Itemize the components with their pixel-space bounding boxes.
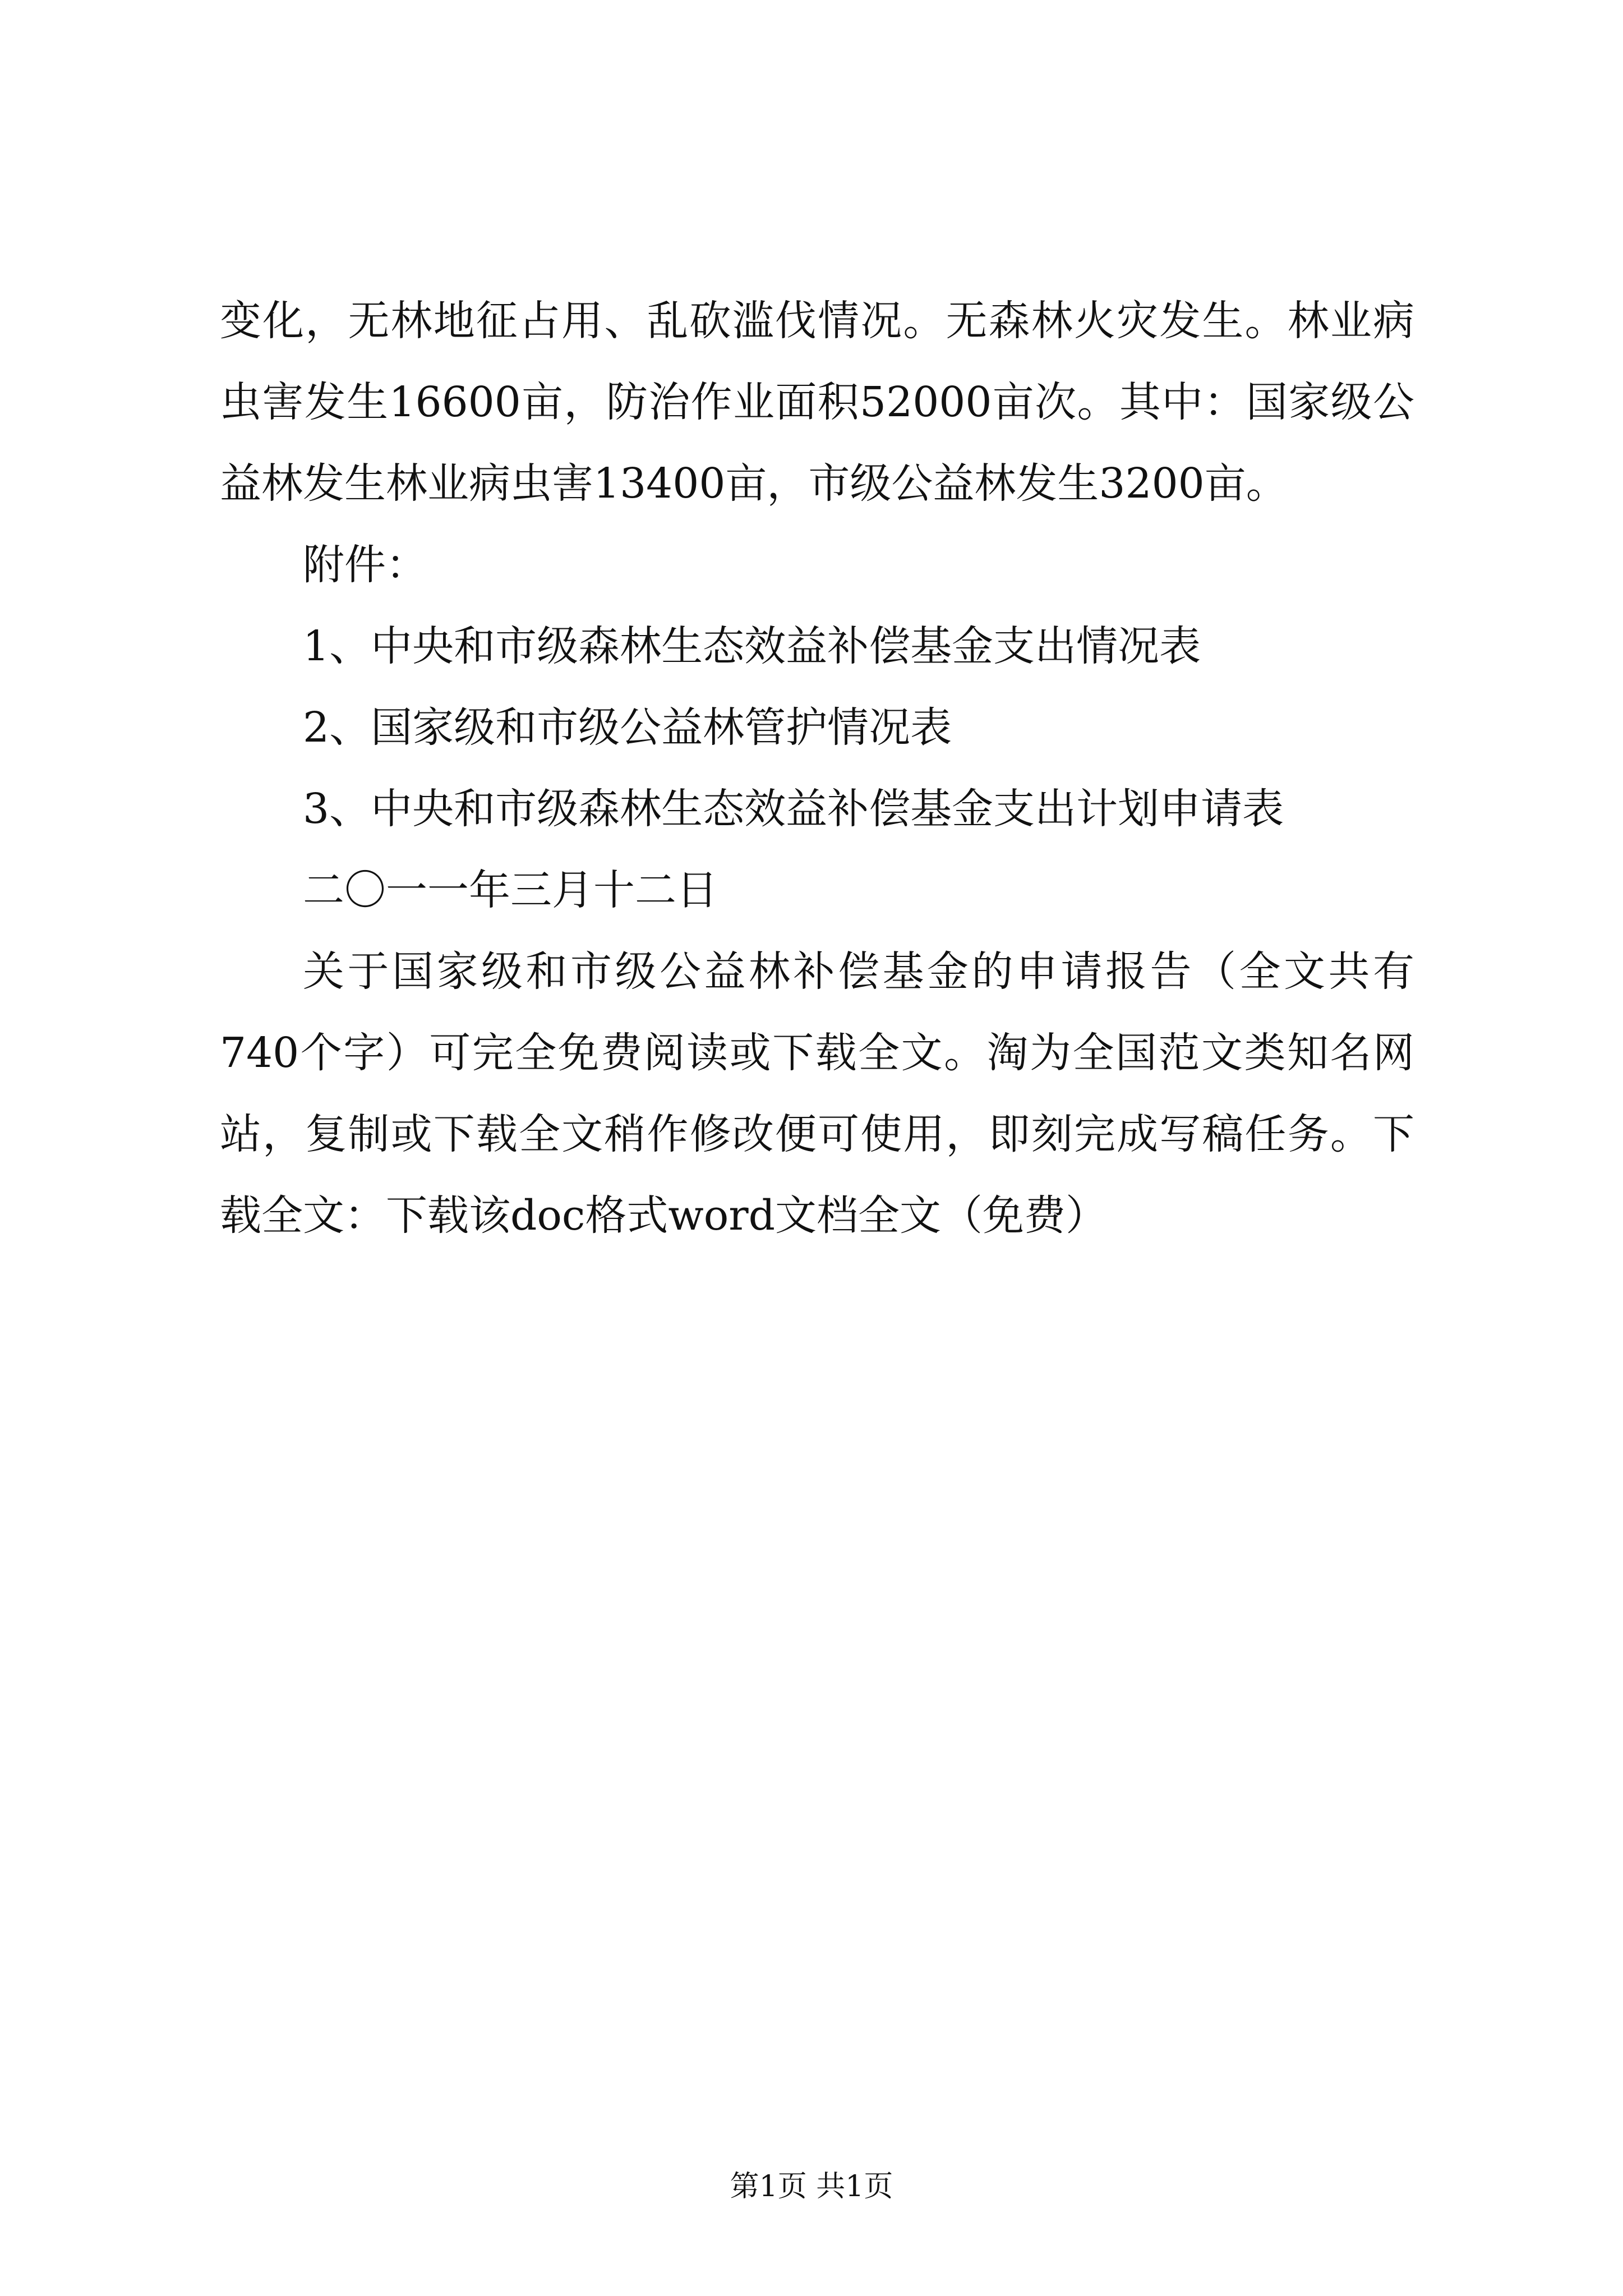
paragraph-continuation: 变化，无林地征占用、乱砍滥伐情况。无森林火灾发生。林业病虫害发生16600亩，防治作业面积52000亩次。其中：国家级公益林发生林业病虫害13400亩，市级公益林发生3200亩。 [220,297,1414,508]
attachment-item-1: 1、中央和市级森林生态效益补偿基金支出情况表 [303,622,1201,670]
attachment-item-3: 3、中央和市级森林生态效益补偿基金支出计划申请表 [303,785,1284,833]
attachments-heading: 附件： [303,541,427,589]
download-notice: 关于国家级和市级公益林补偿基金的申请报告（全文共有740个字）可完全免费阅读或下载全文。淘为全国范文类知名网站，复制或下载全文稍作修改便可使用，即刻完成写稿任务。下载全文：下载该doc格式word文档全文（免费） [220,947,1414,1240]
page-footer: 第1页 共1页 [730,2170,893,2203]
document-body [220,280,1414,1257]
document-date: 二〇一一年三月十二日 [303,866,718,914]
attachment-item-2: 2、国家级和市级公益林管护情况表 [303,703,952,752]
